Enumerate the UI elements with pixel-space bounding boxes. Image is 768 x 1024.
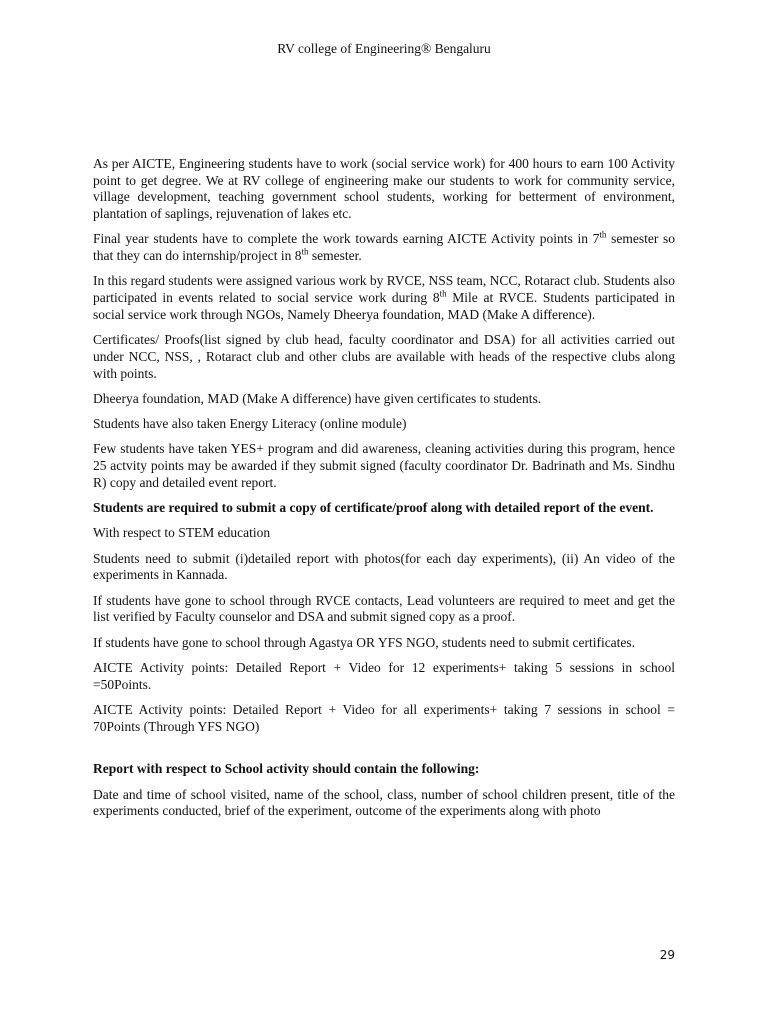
paragraph-rvce-contacts: If students have gone to school through RVCE contacts, Lead volunteers are required to meet and get the list verified by Faculty counselor and DSA and submit signed copy as a proof. bbox=[93, 592, 675, 625]
paragraph-text: Mile at RVCE. Students participated in social service work through NGOs, Namely Dheerya foundation, MAD (Make A difference). bbox=[93, 290, 676, 322]
paragraph-assignments bbox=[93, 273, 675, 323]
paragraph-points-50: AICTE Activity points: Detailed Report + Video for 12 experiments+ taking 5 sessions in school =50Points. bbox=[93, 660, 675, 692]
page-header: RV college of Engineering® Bengaluru bbox=[277, 41, 491, 56]
paragraph-ngo-certificates: Dheerya foundation, MAD (Make A difference) have given certificates to students. bbox=[93, 390, 542, 406]
paragraph-text: semester. bbox=[308, 248, 362, 264]
paragraph-certificates: Certificates/ Proofs(list signed by club head, faculty coordinator and DSA) for all activities carried out under NCC, NSS, , Rotaract club and other clubs are available with heads of the respective clubs along with points. bbox=[93, 332, 675, 381]
paragraph-text: semester so that they can do internship/project in 8 bbox=[93, 231, 676, 264]
paragraph-stem-requirements: Students need to submit (i)detailed report with photos(for each day experiments), (ii) An video of the experiments in Kannada. bbox=[93, 550, 675, 583]
paragraph-report-contents: Date and time of school visited, name of the school, class, number of school children present, title of the experiments conducted, brief of the experiment, outcome of the experiments along with photo bbox=[93, 786, 675, 819]
paragraph-report-heading: Report with respect to School activity should contain the following: bbox=[93, 761, 480, 777]
paragraph-energy-literacy: Students have also taken Energy Literacy (online module) bbox=[93, 416, 407, 432]
paragraph-agastya-yfs: If students have gone to school through Agastya OR YFS NGO, students need to submit certificates. bbox=[93, 634, 636, 650]
superscript: th bbox=[301, 246, 309, 257]
paragraph-final-year bbox=[93, 231, 675, 264]
superscript: th bbox=[439, 288, 447, 299]
page-number: 29 bbox=[659, 948, 675, 962]
paragraph-text: In this regard students were assigned various work by RVCE, NSS team, NCC, Rotaract club. Students also participated in events related to social service work during 8 bbox=[93, 273, 675, 306]
paragraph-yes-program: Few students have taken YES+ program and did awareness, cleaning activities during this program, hence 25 actvity points may be awarded if they submit signed (faculty coordinator Dr. Badrinath and Ms. Sindhu R) copy and detailed event report. bbox=[93, 441, 675, 490]
paragraph-stem-heading: With respect to STEM education bbox=[93, 525, 271, 541]
paragraph-text: Final year students have to complete the work towards earning AICTE Activity points in 7 bbox=[93, 231, 600, 247]
document-body bbox=[93, 156, 675, 829]
paragraph-points-70: AICTE Activity points: Detailed Report + Video for all experiments+ taking 7 sessions in school = 70Points (Through YFS NGO) bbox=[93, 702, 675, 734]
paragraph-aicte-intro: As per AICTE, Engineering students have to work (social service work) for 400 hours to earn 100 Activity point to get degree. We at RV college of engineering make our students to work for community service, village development, teaching government school students, working for betterment of environment, plantation of saplings, rejuvenation of lakes etc. bbox=[93, 156, 675, 222]
paragraph-submit-notice: Students are required to submit a copy of certificate/proof along with detailed report of the event. bbox=[93, 500, 654, 516]
superscript: th bbox=[599, 229, 607, 240]
